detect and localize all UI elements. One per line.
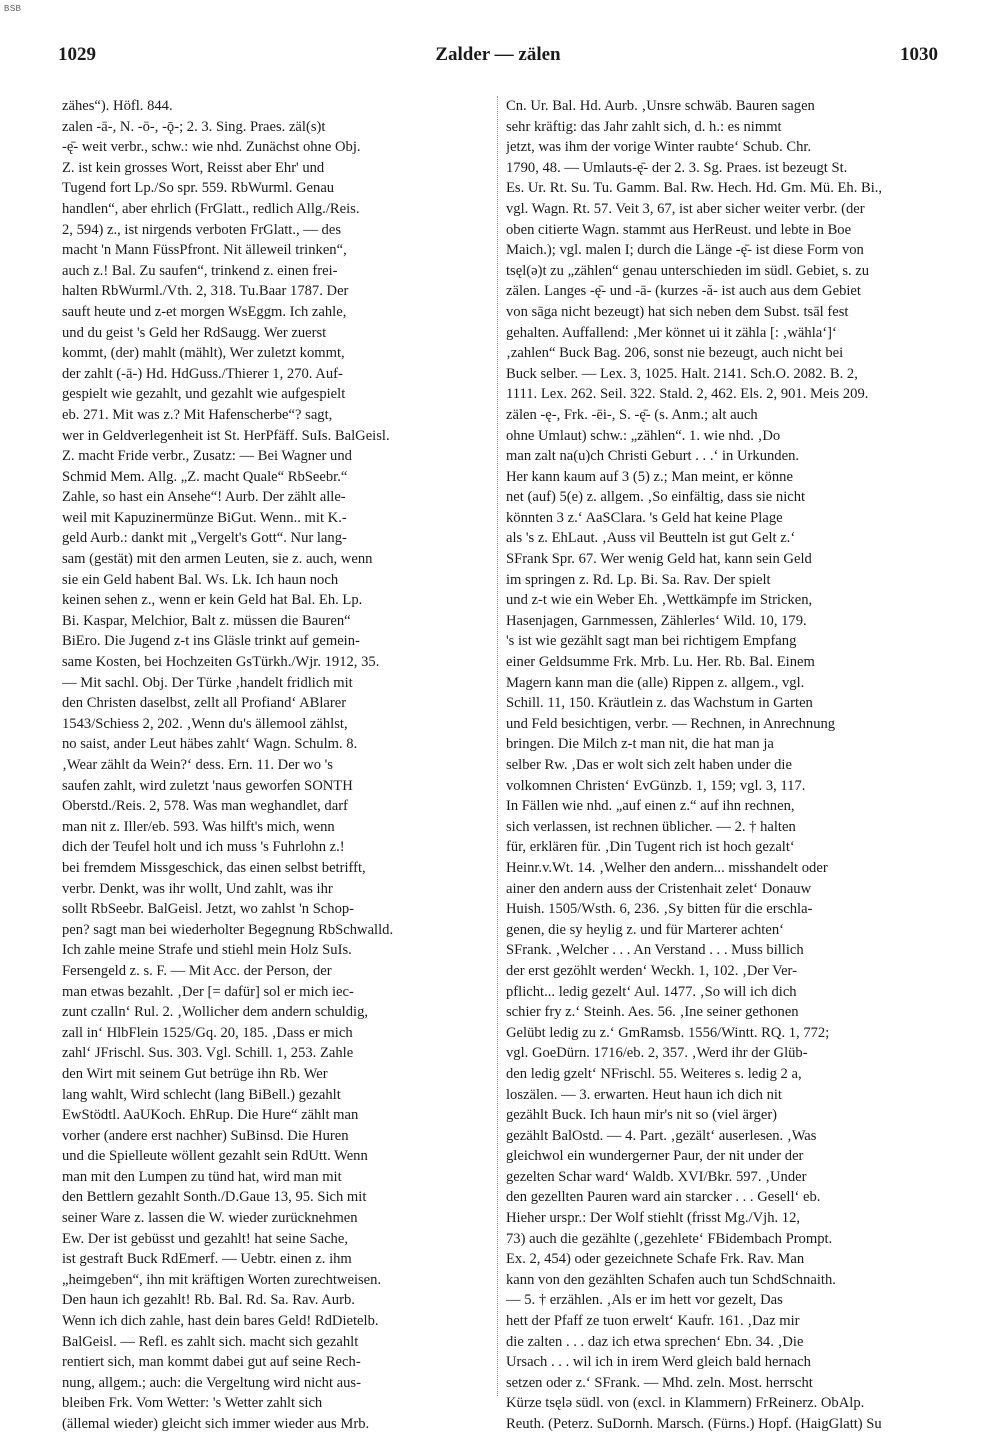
right-column-line: Huish. 1505/Wsth. 6, 236. ‚Sy bitten für die erschla-	[506, 901, 813, 918]
right-column-line: Schill. 11, 150. Kräutlein z. das Wachstum in Garten	[506, 695, 813, 712]
left-column-line: Oberstd./Reis. 2, 578. Was man weghandlet, darf	[62, 798, 348, 815]
left-column-line: Tugend fort Lp./So spr. 559. RbWurml. Genau	[62, 180, 335, 197]
right-column-line: genen, die sy heylig z. und für Marterer achten‘	[506, 921, 784, 938]
left-column-line: den Wirt mit seinem Gut betrüge ihn Rb. Wer	[62, 1065, 328, 1082]
right-column-line: sich verlassen, ist rechnen üblicher. — 2. † halten	[506, 818, 796, 835]
right-column-line: im springen z. Rd. Lp. Bi. Sa. Rav. Der spielt	[506, 571, 771, 588]
left-column-line: den Bettlern gezahlt Sonth./D.Gaue 13, 95. Sich mit	[62, 1189, 367, 1206]
right-column-line: Magern kann man die (alle) Rippen z. allgem., vgl.	[506, 674, 805, 691]
right-column-line: 's ist wie gezählt sagt man bei richtigem Empfang	[506, 633, 797, 650]
left-column-line: same Kosten, bei Hochzeiten GsTürkh./Wjr. 1912, 35.	[62, 654, 380, 671]
left-column-line: sie ein Geld habent Bal. Ws. Lk. Ich haun noch	[62, 571, 339, 588]
right-column-line: oben citierte Wagn. stammt aus HerReust. und lebte in Boe	[506, 221, 852, 238]
left-column-line: weil mit Kapuzinermünze BiGut. Wenn.. mit K.-	[62, 509, 347, 526]
right-column-line: als 's z. EhLaut. ‚Auss vil Beutteln ist gut Gelt z.‘	[506, 530, 796, 547]
left-column-line: wer in Geldverlegenheit ist St. HerPfäff. SuIs. BalGeisl.	[62, 427, 390, 444]
right-column-line: setzen oder z.‘ SFrank. — Mhd. zeln. Most. herrscht	[506, 1374, 813, 1391]
right-column-line: die zalten . . . daz ich etwa sprechen‘ Ebn. 34. ‚Die	[506, 1333, 804, 1350]
right-column-line: 1111. Lex. 262. Seil. 322. Stald. 2, 462. Els. 2, 901. Meis 209.	[506, 386, 869, 403]
left-column-line: dich der Teufel holt und ich muss 's Fuhrlohn z.!	[62, 839, 345, 856]
right-column-line: man zalt na(u)ch Christi Geburt . . .‘ in Urkunden.	[506, 448, 800, 465]
left-column-line: man mit den Lumpen zu tünd hat, wird man mit	[62, 1168, 342, 1185]
left-column-line: Z. ist kein grosses Wort, Reisst aber Ehr' und	[62, 159, 325, 176]
right-column-line: den ledig gzelt‘ NFrischl. 55. Weiteres s. ledig 2 a,	[506, 1065, 802, 1082]
left-column-line: Ew. Der ist gebüsst und gezahlt! hat seine Sache,	[62, 1230, 348, 1247]
right-column-line: tsęl(ə)t zu „zählen“ genau unterschieden im südl. Gebiet, s. zu	[506, 262, 870, 279]
left-column-line: und die Spielleute wöllent gezahlt sein RdUtt. Wenn	[62, 1148, 368, 1165]
right-column-line: Es. Ur. Rt. Su. Tu. Gamm. Bal. Rw. Hech. Hd. Gm. Mü. Eh. Bi.,	[506, 180, 883, 197]
right-column-line: jetzt, was ihm der vorige Winter raubte‘ Schub. Chr.	[506, 139, 812, 156]
left-column-line: -ę̄- weit verbr., schw.: wie nhd. Zunächst ohne Obj.	[62, 139, 361, 156]
left-column-line: bleiben Frk. Vom Wetter: 's Wetter zahlt sich	[62, 1395, 323, 1412]
left-column-line: lang wahlt, Wird schlecht (lang BiBell.) gezahlt	[62, 1086, 341, 1103]
left-column-line: Fersengeld z. s. F. — Mit Acc. der Person, der	[62, 962, 332, 979]
right-column-line: ohne Umlaut) schw.: „zählen“. 1. wie nhd. ‚Do	[506, 427, 781, 444]
running-title: Zalder — zälen	[435, 44, 561, 65]
right-column-line: sehr kräftig: das Jahr zahlt sich, d. h.: es nimmt	[506, 118, 782, 135]
right-column-line: SFrank. ‚Welcher . . . An Verstand . . . Muss billich	[506, 942, 804, 959]
right-column-line: Cn. Ur. Bal. Hd. Aurb. ‚Unsre schwäb. Bauren sagen	[506, 98, 815, 114]
left-column-line: EwStödtl. AaUKoch. EhRup. Die Hure“ zählt man	[62, 1107, 359, 1124]
right-column-line: könnten 3 z.‘ AaSClara. 's Geld hat keine Plage	[506, 509, 783, 526]
left-column-line: Wenn ich dich zahle, hast dein bares Geld! RdDietelb.	[62, 1313, 379, 1330]
right-column-line: bringen. Die Milch z-t man nit, die hat man ja	[506, 736, 774, 753]
left-column-line: pen? sagt man bei wiederholter Begegnung RbSchwalld.	[62, 921, 394, 938]
left-column-line: Ich zahle meine Strafe und stiehl mein Holz SuIs.	[62, 942, 352, 959]
left-column-line: sauft heute und z-et morgen WsEggm. Ich zahle,	[62, 303, 347, 320]
right-column-line: 1790, 48. — Umlauts-ę̄- der 2. 3. Sg. Praes. ist bezeugt St.	[506, 159, 848, 176]
left-column-line: BiEro. Die Jugend z-t ins Gläsle trinkt auf gemein-	[62, 633, 360, 650]
right-column-line: Gelübt ledig zu z.‘ GmRamsb. 1556/Wintt. RQ. 1, 772;	[506, 1024, 830, 1041]
library-watermark: BSB	[4, 4, 22, 13]
right-column-line: und z-t wie ein Weber Eh. ‚Wettkämpfe im Stricken,	[506, 592, 813, 609]
left-column-line: nung, allgem.; auch: die Vergeltung wird nicht aus-	[62, 1374, 361, 1391]
left-column-line: Schmid Mem. Allg. „Z. macht Quale“ RbSeebr.“	[62, 468, 348, 485]
left-column-line: man nit z. Iller/eb. 593. Was hilft's mich, wenn	[62, 818, 335, 835]
right-column-line: der erst gezöhlt werden‘ Weckh. 1, 102. ‚Der Ver-	[506, 962, 797, 979]
right-column-line: selber Rw. ‚Das er wolt sich zelt haben under die	[506, 757, 792, 773]
left-column-line: 1543/Schiess 2, 202. ‚Wenn du's ällemool zählst,	[62, 715, 348, 732]
left-column-line: auch z.! Bal. Zu saufen“, trinkend z. einen frei-	[62, 262, 338, 279]
left-column-line: handlen“, aber ehrlich (FrGlatt., redlich Allg./Reis.	[62, 200, 360, 217]
right-column-line: gleichwol ein wundergerner Paur, der nit under der	[506, 1148, 804, 1165]
right-column-line: Reuth. (Peterz. SuDornh. Marsch. (Fürns.) Hopf. (HaigGlatt) Su	[506, 1416, 882, 1432]
right-column-line: den gezellten Pauren ward ain starcker . . . Gesell‘ eb.	[506, 1189, 821, 1206]
left-column-line: eb. 271. Mit was z.? Mit Hafenscherbe“? sagt,	[62, 406, 333, 423]
left-column-line: vorher (andere erst nachher) SuBinsd. Die Huren	[62, 1127, 349, 1144]
left-column-line: kommt, (der) mahlt (mählt), Wer zuletzt kommt,	[62, 345, 345, 362]
left-column-line: BalGeisl. — Refl. es zahlt sich. macht sich gezahlt	[62, 1333, 359, 1350]
right-column-line: Hieher urspr.: Der Wolf stiehlt (frisst Mg./Vjh. 12,	[506, 1210, 801, 1227]
right-column-line: loszälen. — 3. erwarten. Heut haun ich dich nit	[506, 1086, 782, 1103]
page-header	[58, 44, 938, 74]
left-column-line: gespielt wie gezahlt, und gezahlt wie aufgespielt	[62, 386, 346, 403]
left-column-line: keinen sehen z., wenn er kein Geld hat Bal. Eh. Lp.	[62, 592, 363, 609]
right-column-line: für, erklären für. ‚Din Tugent rich ist hoch gezalt‘	[506, 839, 795, 856]
right-column-line: Ursach . . . wil ich in irem Werd gleich bald hernach	[506, 1354, 811, 1371]
right-column-line: hett der Pfaff ze tuon erwelt‘ Kaufr. 161. ‚Daz mir	[506, 1313, 800, 1330]
right-column-line: gezählt Buck. Ich haun mir's nit so (viel ärger)	[506, 1107, 778, 1124]
right-column-line: vgl. GoeDürn. 1716/eb. 2, 357. ‚Werd ihr der Glüb-	[506, 1045, 808, 1062]
left-column-line: macht 'n Mann FüssPfront. Nit älleweil trinken“,	[62, 242, 347, 259]
left-column-line: sam (gestät) mit den armen Leuten, sie z. auch, wenn	[62, 551, 373, 568]
left-column-line: Bi. Kaspar, Melchior, Balt z. müssen die Bauren“	[62, 612, 351, 629]
right-column-line: volkomnen Christen‘ EvGünzb. 1, 159; vgl. 3, 117.	[506, 777, 806, 794]
right-column-line: kann von den gezählten Schafen auch tun SchdSchnaith.	[506, 1271, 836, 1288]
left-column-line: verbr. Denkt, was ihr wollt, Und zahlt, was ihr	[62, 880, 333, 897]
right-column	[506, 96, 930, 1435]
column-divider	[497, 96, 498, 1396]
page-number-right: 1030	[900, 44, 938, 65]
right-column-line: Maich.); vgl. malen I; durch die Länge -ę̄- ist diese Form von	[506, 242, 864, 259]
left-column-line: zahl‘ JFrischl. Sus. 303. Vgl. Schill. 1, 253. Zahle	[62, 1045, 354, 1062]
right-column-line: einer Geldsumme Frk. Mrb. Lu. Her. Rb. Bal. Einem	[506, 654, 815, 671]
left-column-line: rentiert sich, man kommt dabei gut auf seine Rech-	[62, 1354, 361, 1371]
right-column-line: ainer den andern auss der Cristenhait zelet‘ Donauw	[506, 880, 812, 897]
right-column-line: gezelten Schar ward‘ Waldb. XVI/Bkr. 597. ‚Under	[506, 1168, 807, 1185]
left-column-line: ‚Wear zählt da Wein?‘ dess. Ern. 11. Der wo 's	[62, 757, 333, 773]
left-column-line: bei fremdem Missgeschick, das einen selbst betrifft,	[62, 859, 366, 876]
left-column-line: (ällemal wieder) gleicht sich immer wieder aus Mrb.	[62, 1416, 370, 1432]
right-column-line: zälen. Langes -ę̄- und -ā- (kurzes -ă- ist auch aus dem Gebiet	[506, 283, 861, 300]
left-column-line: Den haun ich gezahlt! Rb. Bal. Rd. Sa. Rav. Aurb.	[62, 1292, 355, 1309]
right-column-line: — 5. † erzählen. ‚Als er im hett vor gezelt, Das	[506, 1292, 783, 1309]
left-column-line: den Christen daselbst, zellt all Profiand‘ ABlarer	[62, 695, 347, 712]
left-column-line: 2, 594) z., ist nirgends verboten FrGlatt., — des	[62, 221, 341, 238]
right-column-line: Hasenjagen, Garnmessen, Zählerles‘ Wild. 10, 179.	[506, 612, 807, 629]
right-column-line: von sāga nicht bezeugt) hat sich neben dem Subst. tsāl fest	[506, 303, 849, 320]
left-column-line: halten RbWurml./Vth. 2, 318. Tu.Baar 1787. Der	[62, 283, 349, 300]
left-column-line: Z. macht Fride verbr., Zusatz: — Bei Wagner und	[62, 448, 352, 465]
left-column-line: zunt czalln‘ Rul. 2. ‚Wollicher dem andern schuldig,	[62, 1004, 369, 1021]
left-column-line: der zahlt (-ā-) Hd. HdGuss./Thierer 1, 270. Auf-	[62, 365, 343, 382]
right-column-line: pflicht... ledig gezelt‘ Aul. 1477. ‚So will ich dich	[506, 983, 797, 1000]
left-column-line: geld Aurb.: dankt mit „Vergelt's Gott“. Nur lang-	[62, 530, 347, 547]
left-column-line: sollt RbSeebr. BalGeisl. Jetzt, wo zahlst 'n Schop-	[62, 901, 355, 918]
right-column-line: Her kann kaum auf 3 (5) z.; Man meint, er könne	[506, 468, 793, 485]
left-column-line: zalen -ā-, N. -ō-, -ǭ-; 2. 3. Sing. Praes. zäl(s)t	[62, 118, 326, 135]
right-column-line: Buck selber. — Lex. 3, 1025. Halt. 2141. Sch.O. 2082. B. 2,	[506, 365, 858, 382]
right-column-line: 73) auch die gezählte (‚gezehlete‘ FBidembach Prompt.	[506, 1230, 833, 1247]
left-column-line: zall in‘ HlbFlein 1525/Gq. 20, 185. ‚Dass er mich	[62, 1024, 353, 1041]
left-column-line: ist gestraft Buck RdEmerf. — Uebtr. einen z. ihm	[62, 1251, 352, 1268]
right-column-line: gezählt BalOstd. — 4. Part. ‚gezält‘ auserlesen. ‚Was	[506, 1127, 817, 1144]
left-column-line: Zahle, so hast ein Ansehe“! Aurb. Der zählt alle-	[62, 489, 346, 506]
right-column-line: gehalten. Auffallend: ‚Mer könnet ui it zähla [: ‚wähla‘]‘	[506, 324, 837, 341]
left-column	[62, 96, 490, 1435]
left-column-line: no saist, ander Leut häbes zahlt‘ Wagn. Schulm. 8.	[62, 736, 358, 753]
right-column-line: schier fry z.‘ Steinh. Aes. 56. ‚Ine seiner gethonen	[506, 1004, 799, 1021]
left-column-line: — Mit sachl. Obj. Der Türke ‚handelt fridlich mit	[62, 674, 353, 691]
left-column-line: „heimgeben“, ihn mit kräftigen Worten zurechtweisen.	[62, 1271, 382, 1288]
right-column-line: Heinr.v.Wt. 14. ‚Welher den andern... misshandelt oder	[506, 859, 828, 876]
right-column-line: und Feld besichtigen, verbr. — Rechnen, in Anrechnung	[506, 715, 836, 732]
right-column-line: vgl. Wagn. Rt. 57. Veit 3, 67, ist aber sicher weiter verbr. (der	[506, 200, 865, 217]
right-column-line: SFrank Spr. 67. Wer wenig Geld hat, kann sein Geld	[506, 551, 812, 568]
page-number-left: 1029	[58, 44, 96, 65]
right-column-line: Kürze tsęlə südl. von (excl. in Klammern) FrReinerz. ObAlp.	[506, 1395, 865, 1412]
left-column-line: man etwas bezahlt. ‚Der [= dafür] sol er mich iec-	[62, 983, 354, 1000]
left-column-line: zähes“). Höfl. 844.	[62, 98, 173, 114]
right-column-line: In Fällen wie nhd. „auf einen z.“ auf ihn rechnen,	[506, 798, 795, 815]
right-column-line: Ex. 2, 454) oder gezeichnete Schafe Frk. Rav. Man	[506, 1251, 805, 1268]
right-column-line: zälen -ę-, Frk. -ēi-, S. -ę̄- (s. Anm.; alt auch	[506, 406, 758, 423]
right-column-line: net (auf) 5(e) z. allgem. ‚So einfältig, dass sie nicht	[506, 489, 806, 506]
right-column-line: ‚zahlen“ Buck Bag. 206, sonst nie bezeugt, auch nicht bei	[506, 345, 844, 362]
left-column-line: und du geist 's Geld her RdSaugg. Wer zuerst	[62, 324, 327, 341]
left-column-line: seiner Ware z. lassen die W. wieder zurücknehmen	[62, 1210, 358, 1227]
left-column-line: saufen zahlt, wird zuletzt 'naus geworfen SONTH	[62, 777, 353, 794]
